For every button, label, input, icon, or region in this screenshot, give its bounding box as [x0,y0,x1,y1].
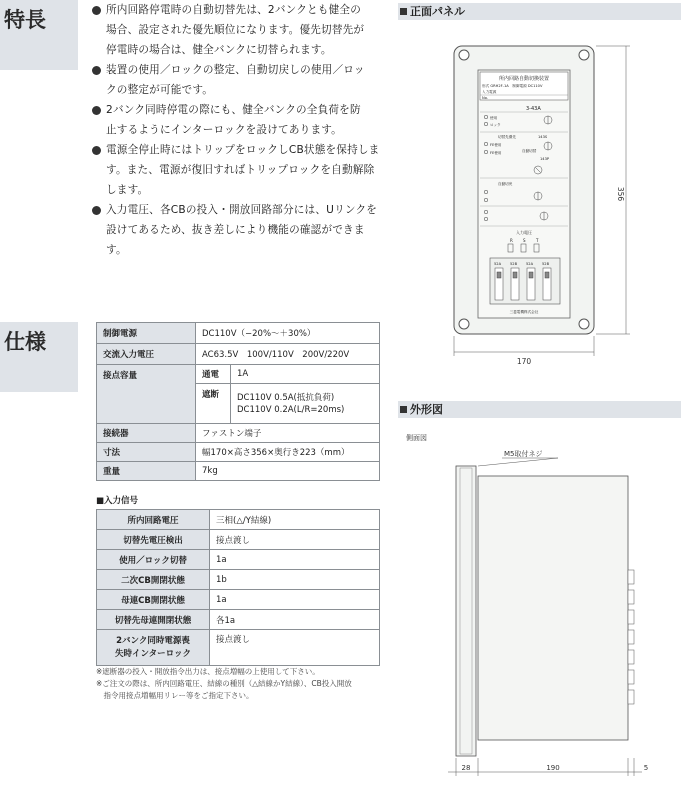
specs-section-label [0,322,78,392]
signal-label: 母連CB開閉状態 [97,590,210,610]
switch-label-2: 52B [510,262,518,266]
spec-sublabel: 遮断 [196,384,231,424]
screw-label: M5取付ネジ [504,450,543,458]
label-input-voltage: 入力電圧 [516,230,532,235]
feature-line: します。 [106,184,149,196]
features-label-text: 特長 [4,8,46,32]
front-panel-title: 正面パネル [410,5,465,18]
signal-label: 失時インターロック [115,648,191,659]
spec-label: 交流入力電圧 [97,344,196,365]
spec-table [96,322,380,481]
mount-hole-bl [459,319,469,329]
label-3-43a: 3-43A [526,106,541,112]
width-dimension: 170 [516,357,532,366]
spec-value: 1A [231,365,380,384]
spec-value: AC63.5V 100V/110V 200V/220V [196,344,380,365]
nameplate-model: 形式 GRH2F-1A 制御電源 DC110V [482,84,543,88]
height-dimension: 356 [616,186,625,202]
signal-value: 1a [210,550,380,570]
spec-value: ファストン端子 [196,424,380,443]
signal-label: 切替先電圧検出 [97,530,210,550]
front-panel-drawing [398,20,681,380]
outline-title: 外形図 [410,403,443,416]
spec-value: DC110V（−20%〜＋30%） [196,323,380,344]
label-lock: ロック [490,123,501,127]
feature-line: 電源全停止時にはトリップをロックしCB状態を保持しま [106,144,380,156]
feature-line: 停電時の場合は、健全バンクに切替られます。 [106,44,332,56]
feature-item [92,60,384,100]
phase-t: T [536,238,539,243]
spec-sublabel: 通電 [196,365,231,384]
spec-value: 幅170×高さ356×奥行き223（mm） [196,443,380,462]
feature-line: 止するようにインターロックを設けてあります。 [106,124,342,136]
bullet-icon [92,106,101,115]
square-bullet-icon [400,8,407,15]
phase-r: R [510,238,513,243]
chassis-body [478,476,628,740]
feature-line: クの整定が可能です。 [106,84,214,96]
signal-value: 接点渡し [210,630,380,666]
feature-line: 場合、設定された優先順位になります。優先切替先が [106,24,365,36]
bullet-icon [92,6,101,15]
note-line: ※遮断器の投入・開放指令出力は、接点増幅の上使用して下さい。 [96,667,320,676]
square-bullet-icon [400,406,407,413]
feature-item [92,0,384,60]
phase-s: S [523,238,526,243]
switch-label-4: 52B [542,262,550,266]
rear-terminals [628,570,634,704]
features-section-label [0,0,78,70]
feature-line: 所内回路停電時の自動切替先は、2バンクとも健全の [106,4,361,16]
nameplate-no: No. [482,96,488,100]
bullet-icon [92,66,101,75]
specs-label-text: 仕様 [4,330,46,354]
signal-value: 1b [210,570,380,590]
signal-value: 接点渡し [210,530,380,550]
mount-hole-tr [579,50,589,60]
signal-label: 所内回路電圧 [97,510,210,530]
front-plate [456,466,476,756]
signal-value: 各1a [210,610,380,630]
label-fe-use: FE使用 [490,143,502,147]
switch-label-1: 52A [494,262,502,266]
nameplate-input: 入力電源 [482,90,497,94]
note-line: 指令用接点増幅用リレー等をご指定下さい。 [96,691,254,700]
screw-leader [478,458,558,466]
spec-label: 接続器 [97,424,196,443]
outline-dimension-lines [448,758,642,776]
switch-label-3: 52A [526,262,534,266]
signal-label: 二次CB開閉状態 [97,570,210,590]
feature-line: 装置の使用／ロックの整定、自動切戻しの使用／ロッ [106,64,365,76]
mount-hole-tl [459,50,469,60]
nameplate-title: 所内回路自動切換装置 [498,76,550,82]
spec-label: 制御電源 [97,323,196,344]
feature-item [92,100,384,140]
spec-label: 重量 [97,462,196,481]
label-143s: 143S [538,135,548,139]
spec-value: 7kg [196,462,380,481]
side-view-drawing [398,440,681,800]
feature-line: 2バンク同時停電の際にも、健全バンクの全負荷を防 [106,104,361,116]
feature-line: 入力電圧、各CBの投入・開放回路部分には、Uリンクを [106,204,378,216]
signal-label: 2バンク同時電源喪 [116,635,190,646]
feature-item [92,200,384,260]
label-auto-return: 自動切戻 [498,182,513,186]
input-signal-table [96,509,380,666]
feature-line: す。また、電源が復旧すればトリップロックを自動解除 [106,164,375,176]
bullet-icon [92,206,101,215]
signal-value: 三相(△/Y結線) [210,510,380,530]
bullet-icon [92,146,101,155]
dim-28: 28 [461,764,471,772]
dim-190: 190 [546,764,560,772]
feature-line: 設けてあるため、抜き差しにより機能の確認ができます。 [106,224,365,256]
side-view-label: 側面図 [406,434,427,442]
signal-label: 使用／ロック切替 [97,550,210,570]
spec-value: DC110V 0.2A(L/R=20ms) [237,404,345,415]
maker-name: 三菱電機株式会社 [509,310,539,314]
spec-label: 接点容量 [97,365,196,424]
outline-heading [398,401,681,418]
label-use: 使用 [490,116,498,120]
signal-label: 切替先母連開閉状態 [97,610,210,630]
mount-hole-br [579,319,589,329]
spec-label: 寸法 [97,443,196,462]
features-list [92,0,384,260]
label-auto-switch: 自動切替 [522,149,537,153]
label-switch-priority: 切替先優先 [498,135,516,139]
notes [96,666,396,702]
label-143p: 143P [540,157,550,161]
signal-value: 1a [210,590,380,610]
feature-item [92,140,384,200]
input-signal-title: ■入力信号 [96,496,139,506]
spec-value: DC110V 0.5A(抵抗負荷) [237,392,335,403]
note-line: ※ご注文の際は、所内回路電圧、結線の種別（△結線かY結線）、CB投入開放 [96,679,352,688]
label-fe-use-2: FE使用 [490,151,502,155]
front-panel-heading [398,3,681,20]
dim-5: 5 [643,764,649,772]
